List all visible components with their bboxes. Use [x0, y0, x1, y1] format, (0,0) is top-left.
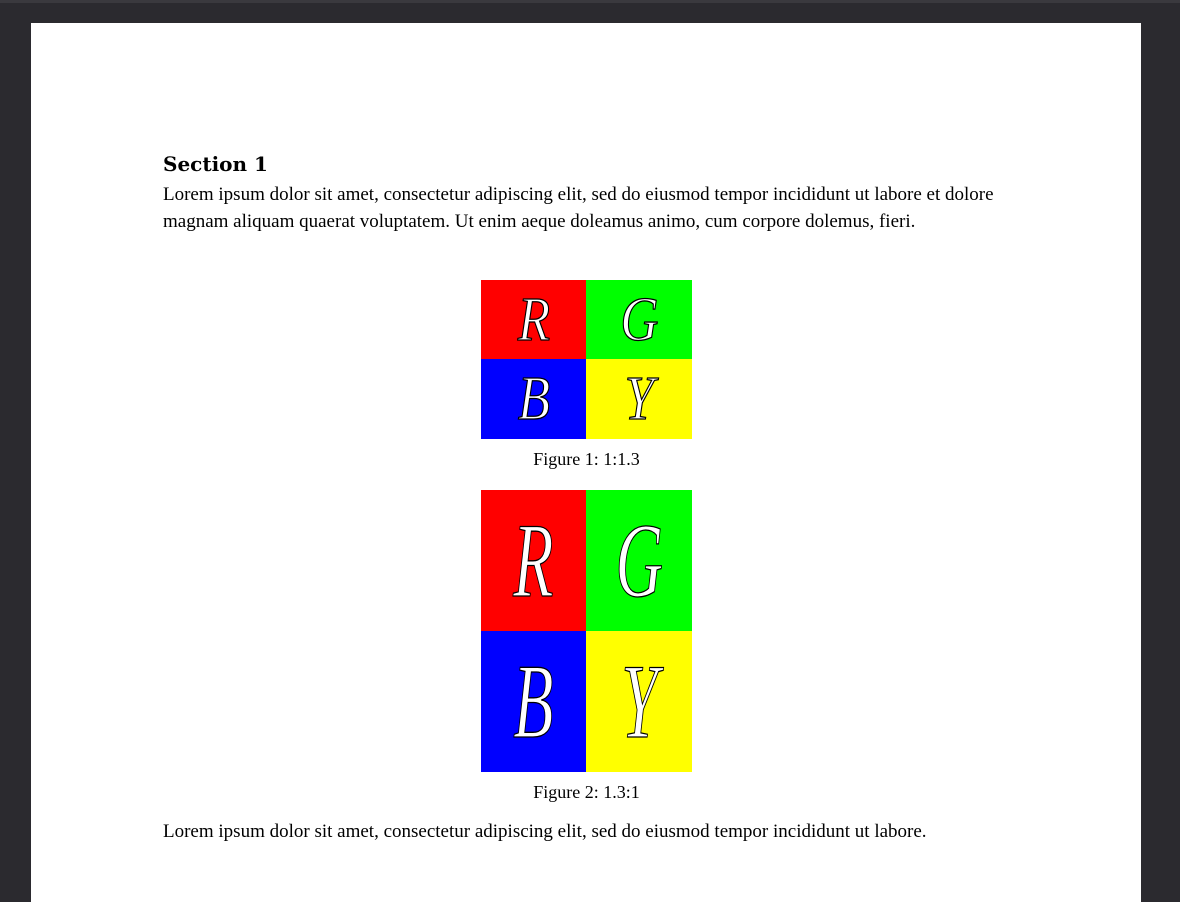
figure-2-image: [481, 490, 692, 772]
letter-b: B: [513, 642, 554, 760]
figure-2-caption: Figure 2: 1.3:1: [533, 782, 640, 802]
letter-b: B: [517, 365, 550, 433]
figure-1: [481, 280, 692, 470]
document-page: [31, 23, 1141, 902]
section-heading: Section 1: [163, 152, 268, 176]
yellow-quadrant: [586, 631, 692, 772]
intro-paragraph: Lorem ipsum dolor sit amet, consectetur adipiscing elit, sed do eiusmod tempor incididunt ut labore et dolore magnam aliquam quaerat voluptatem. Ut enim aeque doleamus animo, cum corpore dolemus, fieri.: [163, 184, 994, 232]
yellow-quadrant: [586, 359, 692, 439]
letter-g: G: [619, 285, 659, 354]
letter-r: R: [517, 285, 550, 354]
red-quadrant: [481, 280, 586, 359]
closing-paragraph: Lorem ipsum dolor sit amet, consectetur adipiscing elit, sed do eiusmod tempor incididunt ut labore.: [163, 821, 927, 842]
green-quadrant: [586, 280, 692, 359]
letter-y: Y: [624, 365, 654, 433]
blue-quadrant: [481, 631, 586, 772]
green-quadrant: [586, 490, 692, 631]
blue-quadrant: [481, 359, 586, 439]
letter-g: G: [615, 501, 663, 619]
red-quadrant: [481, 490, 586, 631]
figure-1-caption: Figure 1: 1:1.3: [533, 449, 640, 469]
letter-r: R: [513, 501, 554, 619]
figure-1-image: [481, 280, 692, 439]
letter-y: Y: [620, 642, 658, 760]
figure-2: [481, 490, 692, 803]
